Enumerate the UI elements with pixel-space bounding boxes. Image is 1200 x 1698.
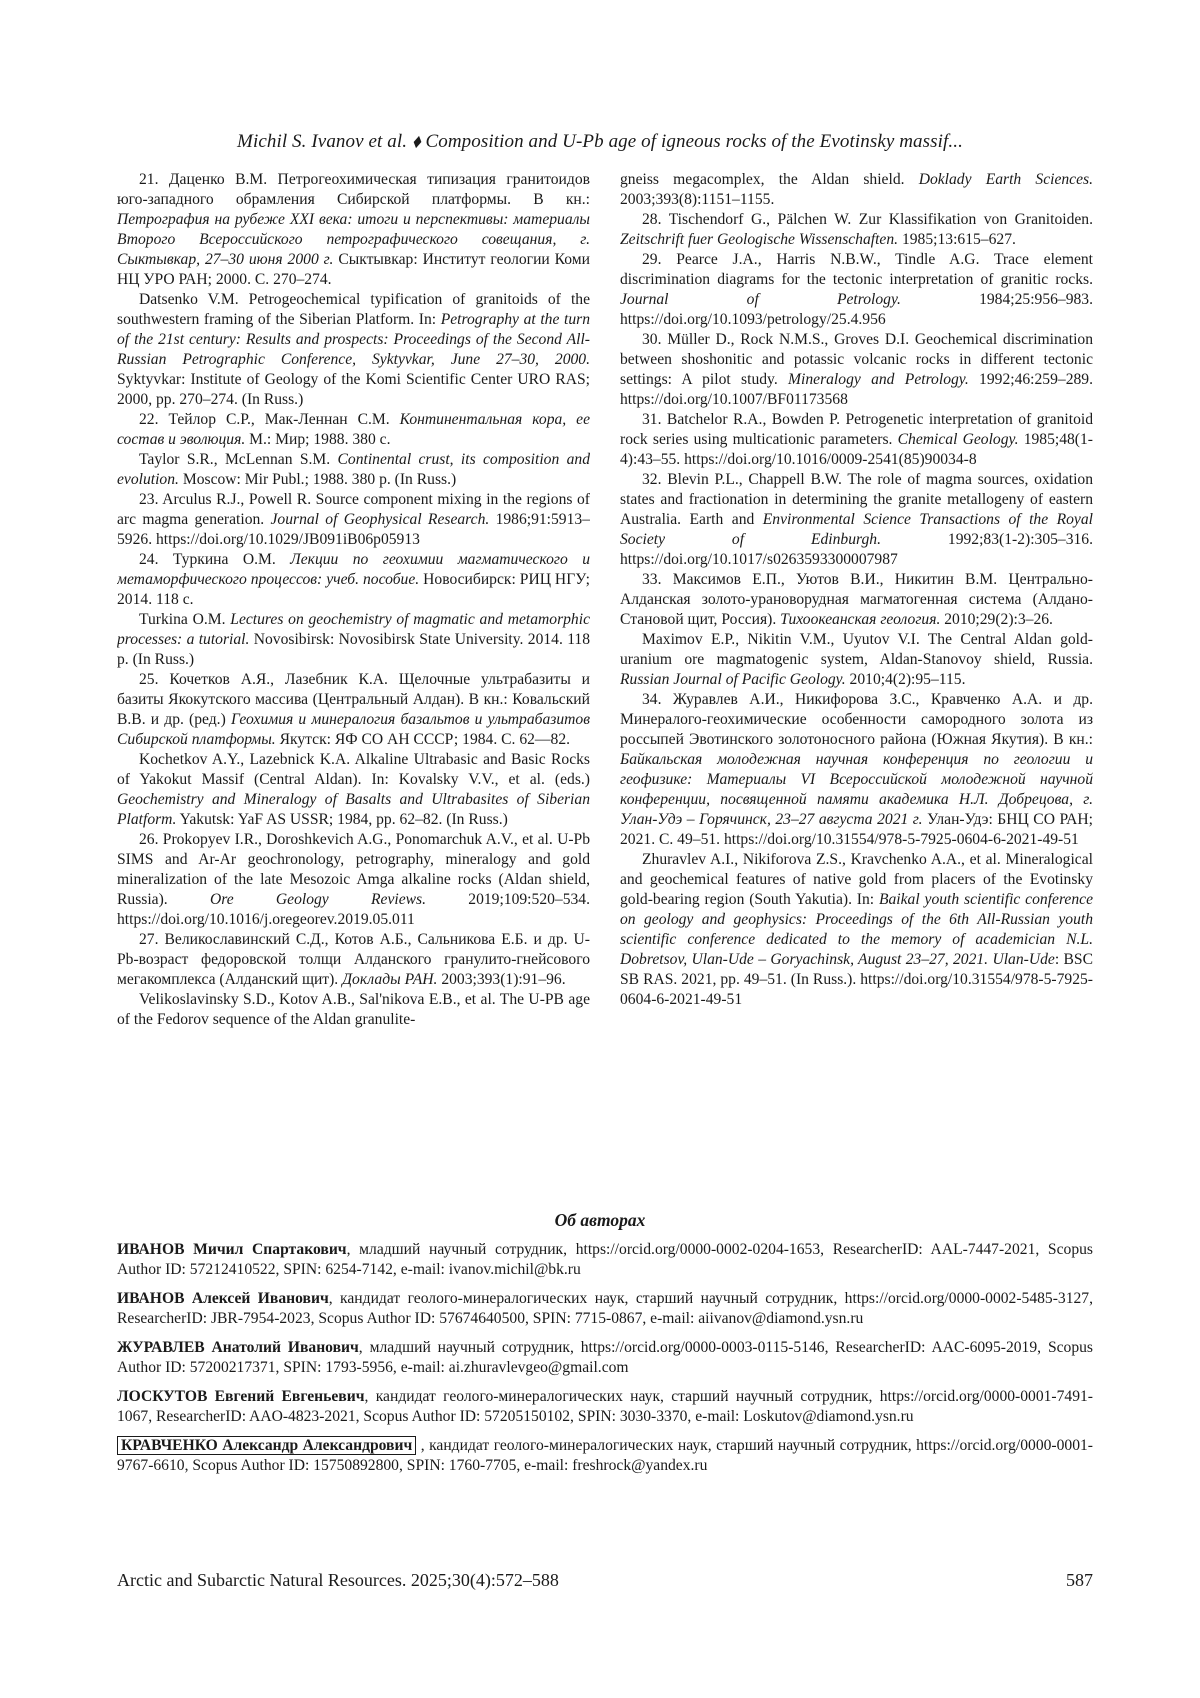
- reference-details: М.: Мир; 1988. 380 с.: [245, 431, 391, 448]
- authors-list: [117, 1240, 1093, 1485]
- reference-text: 24. Туркина О.М.: [139, 551, 291, 568]
- reference-text: 34. Журавлев А.И., Никифорова З.С., Кравченко А.А. и др. Минералого-геохимические особенности самородного золота из россыпей Эвотинского золотоносного района (Южная Якутия). В кн.:: [620, 691, 1093, 748]
- reference-details: 2010;29(2):3–26.: [940, 611, 1053, 628]
- reference-text: 30. Müller D., Rock N.M.S., Groves D.I. Geochemical discrimination between shoshonitic and potassic volcanic rocks in different tectonic settings: A pilot study.: [620, 331, 1093, 388]
- author-name: ИВАНОВ Мичил Спартакович: [117, 1241, 347, 1258]
- reference-text: 23. Arculus R.J., Powell R. Source component mixing in the regions of arc magma generation.: [117, 491, 590, 528]
- reference-source-title: Russian Journal of Pacific Geology.: [620, 671, 846, 688]
- reference-entry: [117, 450, 590, 490]
- reference-entry: [620, 210, 1093, 250]
- reference-source-title: Континентальная кора, ее состав и эволюция.: [117, 411, 590, 448]
- author-entry: [117, 1289, 1093, 1329]
- reference-entry: [117, 670, 590, 750]
- reference-entry: [117, 170, 590, 290]
- reference-details: 1985;48(1-4):43–55. https://doi.org/10.1016/0009-2541(85)90034-8: [620, 431, 1093, 468]
- reference-text: Velikoslavinsky S.D., Kotov A.B., Sal'nikova E.B., et al. The U-PB age of the Fedorov sequence of the Aldan granulite-: [117, 991, 590, 1028]
- reference-entry: [117, 610, 590, 670]
- reference-entry: [620, 170, 1093, 210]
- reference-source-title: Геохимия и минералогия базальтов и ультрабазитов Сибирской платформы.: [117, 711, 590, 748]
- reference-text: 21. Даценко В.М. Петрогеохимическая типизация гранитоидов юго-западного обрамления Сибирской платформы. В кн.:: [117, 171, 590, 208]
- reference-text: 32. Blevin P.L., Chappell B.W. The role of magma sources, oxidation states and fractionation in determining the granite metallogeny of eastern Australia. Earth and: [620, 471, 1093, 528]
- reference-text: 29. Pearce J.A., Harris N.B.W., Tindle A.G. Trace element discrimination diagrams for the tectonic interpretation of granitic rocks.: [620, 251, 1093, 288]
- reference-text: gneiss megacomplex, the Aldan shield.: [620, 171, 919, 188]
- reference-text: Zhuravlev A.I., Nikiforova Z.S., Kravchenko A.A., et al. Mineralogical and geochemical features of native gold from placers of the Evotinsky gold-bearing region (South Yakutia). In:: [620, 851, 1093, 908]
- author-entry: [117, 1436, 1093, 1476]
- reference-entry: [117, 290, 590, 410]
- reference-details: Yakutsk: YaF AS USSR; 1984, pp. 62–82. (In Russ.): [176, 811, 508, 828]
- reference-text: Maximov E.P., Nikitin V.M., Uyutov V.I. The Central Aldan gold-uranium ore magmatogenic system, Aldan-Stanovoy shield, Russia.: [620, 631, 1093, 668]
- reference-entry: [620, 690, 1093, 850]
- reference-source-title: Journal of Geophysical Research.: [270, 511, 490, 528]
- reference-details: 1986;91:5913–5926. https://doi.org/10.1029/JB091iB06p05913: [117, 511, 590, 548]
- reference-text: 26. Prokopyev I.R., Doroshkevich A.G., Ponomarchuk A.V., et al. U-Pb SIMS and Ar-Ar geochronology, petrography, mineralogy and gold mineralization of the late Mesozoic Amga alkaline rocks (Aldan shield, Russia).: [117, 831, 590, 908]
- reference-details: 2010;4(2):95–115.: [845, 671, 966, 688]
- reference-details: 1992;46:259–289. https://doi.org/10.1007/BF01173568: [620, 371, 1093, 408]
- reference-source-title: Journal of Petrology.: [620, 291, 901, 308]
- reference-details: 2003;393(1):91–96.: [437, 971, 566, 988]
- reference-entry: [117, 990, 590, 1030]
- reference-source-title: Petrography at the turn of the 21st century: Results and prospects: Proceedings of the Second All-Russian Petrographic Conference, Syktyvkar, June 27–30, 2000.: [117, 311, 590, 368]
- reference-text: 33. Максимов Е.П., Уютов В.И., Никитин В.М. Центрально-Алданская золото-урановорудная магматогенная система (Алдано-Становой щит, Россия).: [620, 571, 1093, 628]
- reference-entry: [117, 490, 590, 550]
- author-info: , кандидат геолого-минералогических наук, старший научный сотрудник, https://orcid.org/0000-0001-9767-6610, Scopus Author ID: 15750892800, SPIN: 1760-7705, e-mail: freshrock@yandex.ru: [117, 1437, 1093, 1474]
- reference-source-title: Geochemistry and Mineralogy of Basalts and Ultrabasites of Siberian Platform.: [117, 791, 590, 828]
- reference-entry: [620, 250, 1093, 330]
- author-name: ЖУРАВЛЕВ Анатолий Иванович: [117, 1339, 359, 1356]
- author-entry: [117, 1338, 1093, 1378]
- page-footer: [117, 1570, 1093, 1591]
- reference-source-title: Mineralogy and Petrology.: [788, 371, 969, 388]
- reference-entry: [620, 630, 1093, 690]
- reference-entry: [620, 570, 1093, 630]
- page-number: 587: [1066, 1570, 1093, 1590]
- reference-source-title: Zeitschrift fuer Geologische Wissenschaften.: [620, 231, 899, 248]
- reference-source-title: Chemical Geology.: [897, 431, 1019, 448]
- author-info: , младший научный сотрудник, https://orcid.org/0000-0002-0204-1653, ResearcherID: AAL-7447-2021, Scopus Author ID: 57212410522, SPIN: 6254-7142, e-mail: ivanov.michil@bk.ru: [117, 1241, 1093, 1278]
- reference-source-title: Байкальская молодежная научная конференция по геологии и геофизике: Материалы VI Всероссийской молодежной научной конференции, посвященной памяти академика Н.Л. Добрецова, г. Улан-Удэ – Горячинск, 23–27 августа 2021 г.: [620, 751, 1093, 828]
- reference-details: Новосибирск: РИЦ НГУ; 2014. 118 с.: [117, 571, 590, 608]
- author-entry: [117, 1240, 1093, 1280]
- reference-details: Якутск: ЯФ СО АН СССР; 1984. С. 62—82.: [275, 731, 571, 748]
- reference-source-title: Ore Geology Reviews.: [209, 891, 426, 908]
- reference-text: 25. Кочетков А.Я., Лазебник К.А. Щелочные ультрабазиты и базиты Якокутского массива (Центральный Алдан). В кн.: Ковальский В.В. и др. (ред.): [117, 671, 590, 728]
- reference-text: Datsenko V.M. Petrogeochemical typification of granitoids of the southwestern framing of the Siberian Platform. In:: [117, 291, 590, 328]
- reference-details: 1985;13:615–627.: [898, 231, 1016, 248]
- reference-source-title: Лекции по геохимии магматического и метаморфического процессов: учеб. пособие.: [117, 551, 590, 588]
- reference-text: Turkina O.M.: [139, 611, 231, 628]
- reference-entry: [117, 550, 590, 610]
- reference-source-title: Тихоокеанская геология.: [780, 611, 941, 628]
- reference-source-title: Doklady Earth Sciences.: [918, 171, 1093, 188]
- reference-source-title: Lectures on geochemistry of magmatic and metamorphic processes: a tutorial.: [117, 611, 590, 648]
- authors-section-title: Об авторах: [554, 1210, 646, 1230]
- reference-source-title: Continental crust, its composition and evolution.: [117, 451, 590, 488]
- reference-details: Улан-Удэ: БНЦ СО РАН; 2021. С. 49–51. https://doi.org/10.31554/978-5-7925-0604-6-2021-49-51: [620, 811, 1093, 848]
- references-right-column: [620, 170, 1093, 1200]
- reference-text: Taylor S.R., McLennan S.M.: [139, 451, 338, 468]
- reference-entry: [117, 830, 590, 930]
- author-name: ЛОСКУТОВ Евгений Евгеньевич: [117, 1388, 365, 1405]
- reference-details: Moscow: Mir Publ.; 1988. 380 p. (In Russ.): [178, 471, 457, 488]
- reference-entry: [620, 470, 1093, 570]
- reference-entry: [117, 930, 590, 990]
- reference-source-title: Петрография на рубеже XXI века: итоги и перспективы: материалы Второго Всероссийского петрографического совещания, г. Сыктывкар, 27–30 июня 2000 г.: [117, 211, 590, 268]
- author-entry: [117, 1387, 1093, 1427]
- reference-details: 2019;109:520–534. https://doi.org/10.1016/j.oregeorev.2019.05.011: [117, 891, 590, 928]
- reference-details: : BSC SB RAS. 2021, pp. 49–51. (In Russ.). https://doi.org/10.31554/978-5-7925-0604-6-2021-49-51: [620, 951, 1093, 1008]
- reference-entry: [620, 850, 1093, 1010]
- reference-entry: [620, 330, 1093, 410]
- reference-entry: [117, 410, 590, 450]
- reference-text: 31. Batchelor R.A., Bowden P. Petrogenetic interpretation of granitoid rock series using multicationic parameters.: [620, 411, 1093, 448]
- reference-text: 22. Тейлор С.Р., Мак-Леннан С.М.: [139, 411, 400, 428]
- reference-source-title: Baikal youth scientific conference on geology and geophysics: Proceedings of the 6th All-Russian youth scientific conference dedicated to the memory of academician N.L. Dobretsov, Ulan-Ude – Goryachinsk, August 23–27, 2021. Ulan-Ude: [620, 891, 1093, 968]
- author-name: КРАВЧЕНКО Александр Александрович: [117, 1436, 416, 1455]
- journal-citation: Arctic and Subarctic Natural Resources. 2025;30(4):572–588: [117, 1570, 559, 1590]
- reference-text: 27. Великославинский С.Д., Котов А.Б., Сальникова Е.Б. и др. U-Pb-возраст федоровской толщи Алданского гранулито-гнейсового мегакомплекса (Алданский щит).: [117, 931, 590, 988]
- reference-text: Kochetkov A.Y., Lazebnick K.A. Alkaline Ultrabasic and Basic Rocks of Yakokut Massif (Central Aldan). In: Kovalsky V.V., et al. (eds.): [117, 751, 590, 788]
- reference-source-title: Environmental Science Transactions of the Royal Society of Edinburgh.: [620, 511, 1093, 548]
- references-left-column: [117, 170, 590, 1200]
- reference-text: 28. Tischendorf G., Pälchen W. Zur Klassifikation von Granitoiden.: [642, 211, 1093, 228]
- author-info: , кандидат геолого-минералогических наук, старший научный сотрудник, https://orcid.org/0000-0002-5485-3127, ResearcherID: JBR-7954-2023, Scopus Author ID: 57674640500, SPIN: 7715-0867, e-mail: aiivanov@diamond.ysn.ru: [117, 1290, 1093, 1327]
- reference-details: Syktyvkar: Institute of Geology of the Komi Scientific Center URO RAS; 2000, pp. 270–274. (In Russ.): [117, 371, 590, 408]
- reference-details: Novosibirsk: Novosibirsk State University. 2014. 118 p. (In Russ.): [117, 631, 590, 668]
- reference-entry: [117, 750, 590, 830]
- reference-source-title: Доклады РАН.: [342, 971, 438, 988]
- reference-entry: [620, 410, 1093, 470]
- references-columns: [117, 170, 1093, 1200]
- reference-details: 1984;25:956–983. https://doi.org/10.1093/petrology/25.4.956: [620, 291, 1093, 328]
- reference-details: 2003;393(8):1151–1155.: [620, 191, 775, 208]
- author-info: , кандидат геолого-минералогических наук, старший научный сотрудник, https://orcid.org/0000-0001-7491-1067, ResearcherID: AAO-4823-2021, Scopus Author ID: 57205150102, SPIN: 3030-3370, e-mail: Loskutov@diamond.ysn.ru: [117, 1388, 1093, 1425]
- author-info: , младший научный сотрудник, https://orcid.org/0000-0003-0115-5146, ResearcherID: AAC-6095-2019, Scopus Author ID: 57200217371, SPIN: 1793-5956, e-mail: ai.zhuravlevgeo@gmail.com: [117, 1339, 1093, 1376]
- reference-details: 1992;83(1-2):305–316. https://doi.org/10.1017/s0263593300007987: [620, 531, 1093, 568]
- reference-details: Сыктывкар: Институт геологии Коми НЦ УРО РАН; 2000. С. 270–274.: [117, 251, 590, 288]
- running-head: Michil S. Ivanov et al. ⬧ Composition and U-Pb age of igneous rocks of the Evotinsky massif...: [237, 131, 963, 152]
- author-name: ИВАНОВ Алексей Иванович: [117, 1290, 329, 1307]
